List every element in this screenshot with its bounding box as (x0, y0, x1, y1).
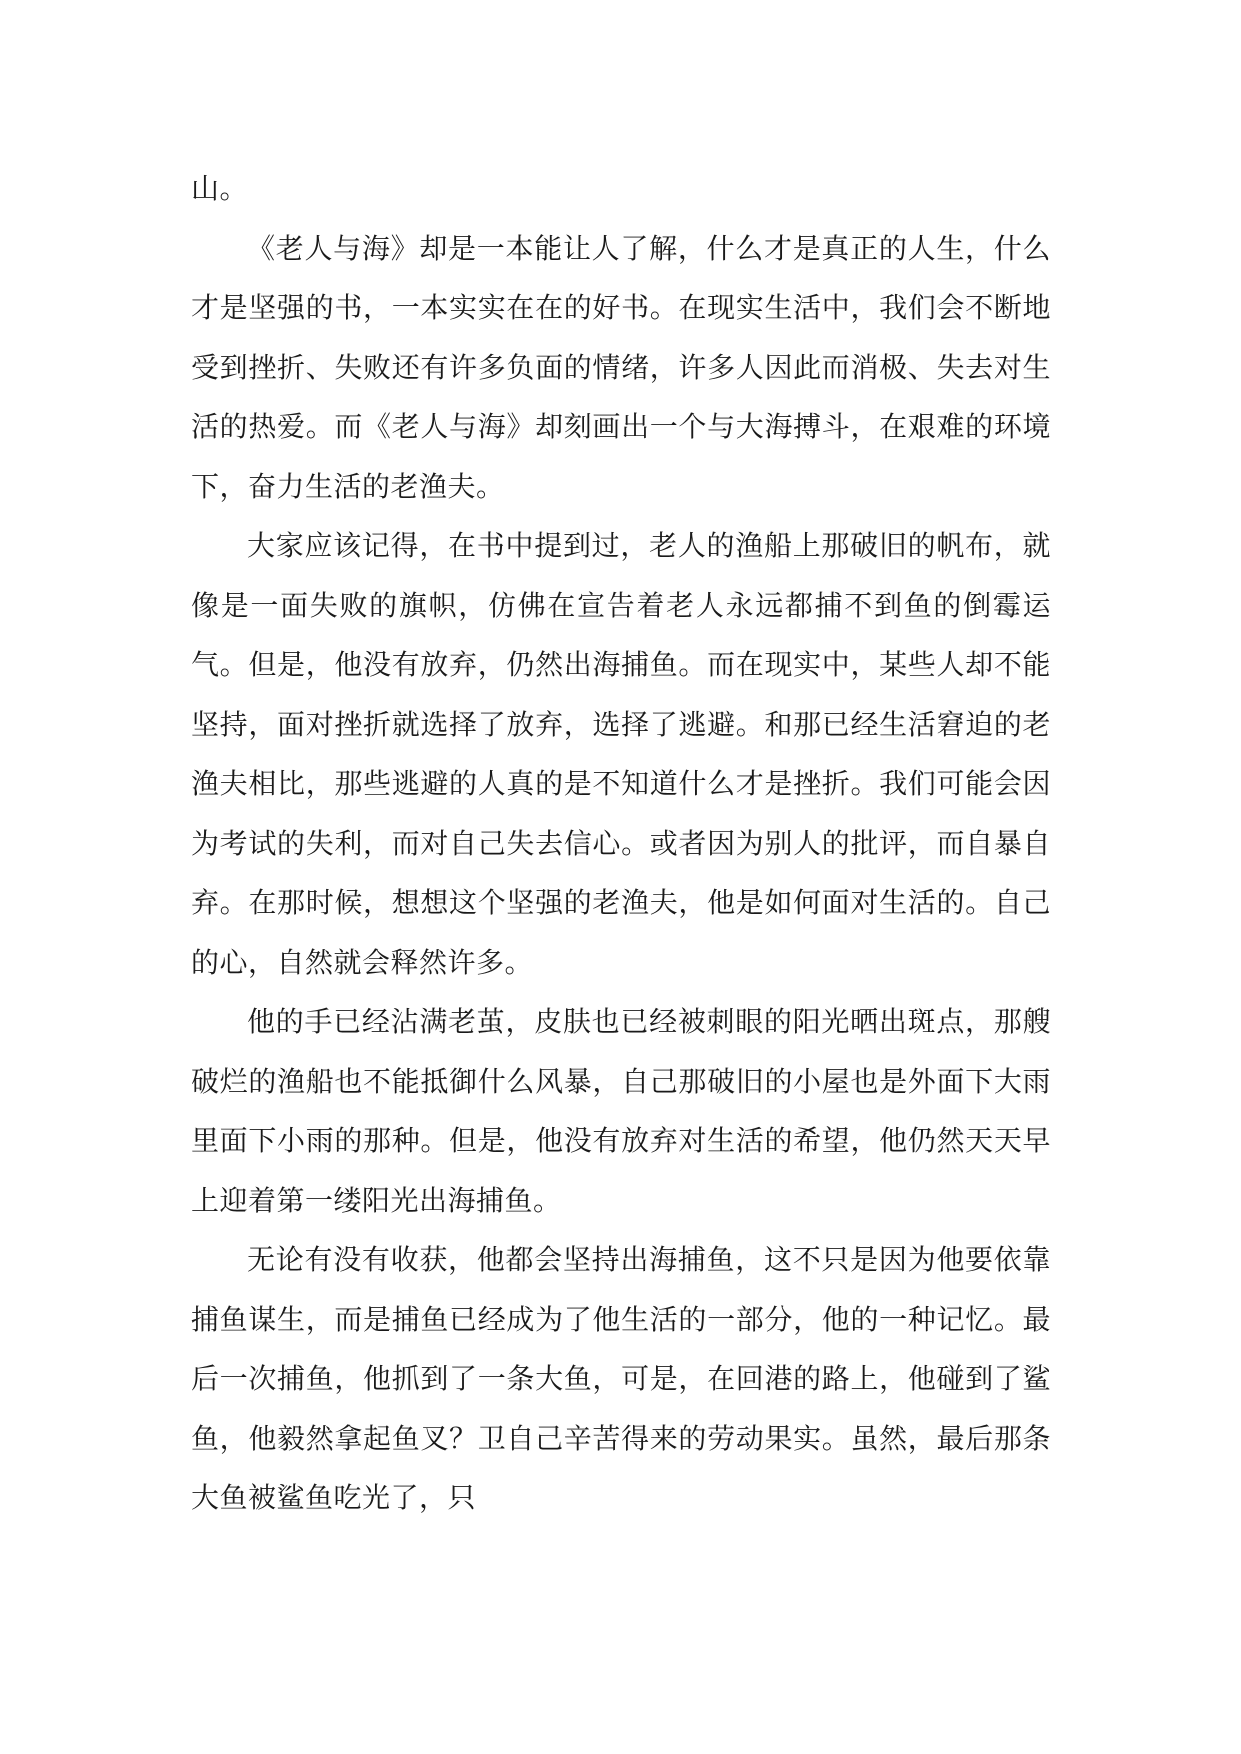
paragraph-1: 山。 (191, 172, 249, 205)
paragraph-3: 大家应该记得，在书中提到过，老人的渔船上那破旧的帆布，就像是一面失败的旗帜，仿佛在宣告着老人永远都捕不到鱼的倒霉运气。但是，他没有放弃，仍然出海捕鱼。而在现实中，某些人却不能坚持，面对挫折就选择了放弃，选择了逃避。和那已经生活窘迫的老渔夫相比，那些逃避的人真的是不知道什么才是挫折。我们可能会因为考试的失利，而对自己失去信心。或者因为别人的批评，而自暴自弃。在那时候，想想这个坚强的老渔夫，他是如何面对生活的。自己的心，自然就会释然许多。 (191, 529, 1051, 979)
paragraph-4: 他的手已经沾满老茧，皮肤也已经被刺眼的阳光晒出斑点，那艘破烂的渔船也不能抵御什么风暴，自己那破旧的小屋也是外面下大雨里面下小雨的那种。但是，他没有放弃对生活的希望，他仍然天天早上迎着第一缕阳光出海捕鱼。 (191, 1005, 1051, 1217)
paragraph-2: 《老人与海》却是一本能让人了解，什么才是真正的人生，什么才是坚强的书，一本实实在在的好书。在现实生活中，我们会不断地受到挫折、失败还有许多负面的情绪，许多人因此而消极、失去对生活的热爱。而《老人与海》却刻画出一个与大海搏斗，在艰难的环境下，奋力生活的老渔夫。 (191, 231, 1051, 503)
paragraph-5: 无论有没有收获，他都会坚持出海捕鱼，这不只是因为他要依靠捕鱼谋生，而是捕鱼已经成为了他生活的一部分，他的一种记忆。最后一次捕鱼，他抓到了一条大鱼，可是，在回港的路上，他碰到了鲨鱼，他毅然拿起鱼叉？卫自己辛苦得来的劳动果实。虽然，最后那条大鱼被鲨鱼吃光了，只 (191, 1243, 1051, 1514)
document-body (191, 159, 1051, 1528)
